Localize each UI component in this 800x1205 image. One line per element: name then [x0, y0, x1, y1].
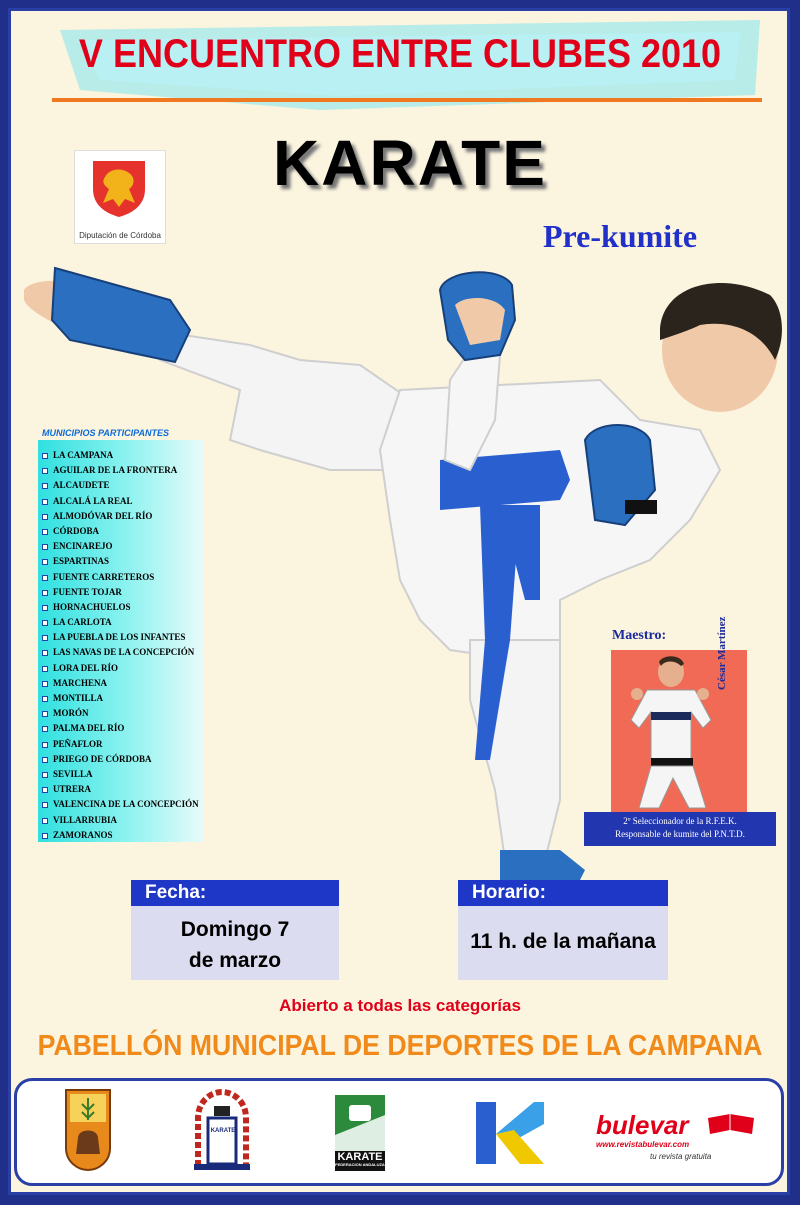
list-item: MARCHENA [42, 678, 199, 693]
fecha-label: Fecha: [131, 880, 339, 906]
list-item: PEÑAFLOR [42, 739, 199, 754]
bulevar-logo-text: bulevar [596, 1110, 689, 1140]
list-item: ALCAUDETE [42, 480, 199, 495]
horario-label: Horario: [458, 880, 668, 906]
fecha-line2: de marzo [188, 949, 282, 972]
bullet-icon [42, 818, 48, 824]
list-item: LORA DEL RÍO [42, 663, 199, 678]
maestro-caption-line1: 2º Seleccionador de la R.F.E.K. [623, 816, 737, 826]
list-item: ESPARTINAS [42, 556, 199, 571]
bullet-icon [42, 453, 48, 459]
bullet-icon [42, 635, 48, 641]
bullet-icon [42, 590, 48, 596]
list-item: MONTILLA [42, 693, 199, 708]
open-categories: Abierto a todas las categorías [279, 996, 521, 1015]
list-item: VALENCINA DE LA CONCEPCIÓN [42, 799, 199, 814]
karate-federation-logo [335, 1095, 385, 1153]
list-item: VILLARRUBIA [42, 815, 199, 830]
maestro-name: César Martínez [716, 616, 728, 690]
list-item: ENCINAREJO [42, 541, 199, 556]
list-item: HORNACHUELOS [42, 602, 199, 617]
event-subtitle: Pre-kumite [542, 218, 698, 254]
list-item: CÓRDOBA [42, 526, 199, 541]
bullet-icon [42, 620, 48, 626]
bullet-icon [42, 650, 48, 656]
fecha-line1: Domingo 7 [180, 918, 290, 941]
municipios-list [42, 450, 199, 845]
bullet-icon [42, 757, 48, 763]
list-item: PALMA DEL RÍO [42, 723, 199, 738]
list-item: AGUILAR DE LA FRONTERA [42, 465, 199, 480]
list-item: LAS NAVAS DE LA CONCEPCIÓN [42, 647, 199, 662]
bulevar-tagline: tu revista gratuita [650, 1152, 712, 1161]
venue-title: PABELLÓN MUNICIPAL DE DEPORTES DE LA CAMPANA [37, 1030, 763, 1062]
horario-value: 11 h. de la mañana [470, 930, 656, 953]
list-item: LA PUEBLA DE LOS INFANTES [42, 632, 199, 647]
event-title: V ENCUENTRO ENTRE CLUBES 2010 [78, 32, 722, 76]
bulevar-book-icon [706, 1112, 756, 1138]
bullet-icon [42, 529, 48, 535]
bullet-icon [42, 559, 48, 565]
list-item: FUENTE TOJAR [42, 587, 199, 602]
fecha-value [131, 914, 339, 976]
bullet-icon [42, 499, 48, 505]
list-item: LA CAMPANA [42, 450, 199, 465]
bullet-icon [42, 833, 48, 839]
municipios-title: MUNICIPIOS PARTICIPANTES [42, 428, 170, 438]
sport-title: KARATE [273, 127, 547, 199]
bullet-icon [42, 483, 48, 489]
list-item: ALMODÓVAR DEL RÍO [42, 511, 199, 526]
list-item: ALCALÁ LA REAL [42, 496, 199, 511]
bullet-icon [42, 711, 48, 717]
bullet-icon [42, 696, 48, 702]
bulevar-url: www.revistabulevar.com [596, 1140, 690, 1149]
list-item: FUENTE CARRETEROS [42, 572, 199, 587]
karate-federation-label: KARATE FEDERACION ANDALUZA [335, 1151, 385, 1171]
list-item: MORÓN [42, 708, 199, 723]
list-item: ZAMORANOS [42, 830, 199, 845]
list-item: UTRERA [42, 784, 199, 799]
bullet-icon [42, 802, 48, 808]
bullet-icon [42, 681, 48, 687]
bullet-icon [42, 666, 48, 672]
bullet-icon [42, 575, 48, 581]
bullet-icon [42, 772, 48, 778]
bullet-icon [42, 726, 48, 732]
list-item: SEVILLA [42, 769, 199, 784]
list-item: LA CARLOTA [42, 617, 199, 632]
maestro-caption-line2: Responsable de kumite del P.N.T.D. [615, 829, 745, 839]
bullet-icon [42, 742, 48, 748]
bullet-icon [42, 544, 48, 550]
bullet-icon [42, 514, 48, 520]
la-campana-crest-icon [64, 1088, 112, 1172]
bullet-icon [42, 787, 48, 793]
list-item: PRIEGO DE CÓRDOBA [42, 754, 199, 769]
diputacion-logo-text: Diputación de Córdoba [79, 231, 161, 240]
club-k-logo [474, 1100, 546, 1166]
bullet-icon [42, 468, 48, 474]
maestro-label: Maestro: [612, 628, 667, 643]
karate-club-label: KARATE [210, 1128, 236, 1134]
bullet-icon [42, 605, 48, 611]
maestro-caption [584, 812, 776, 846]
